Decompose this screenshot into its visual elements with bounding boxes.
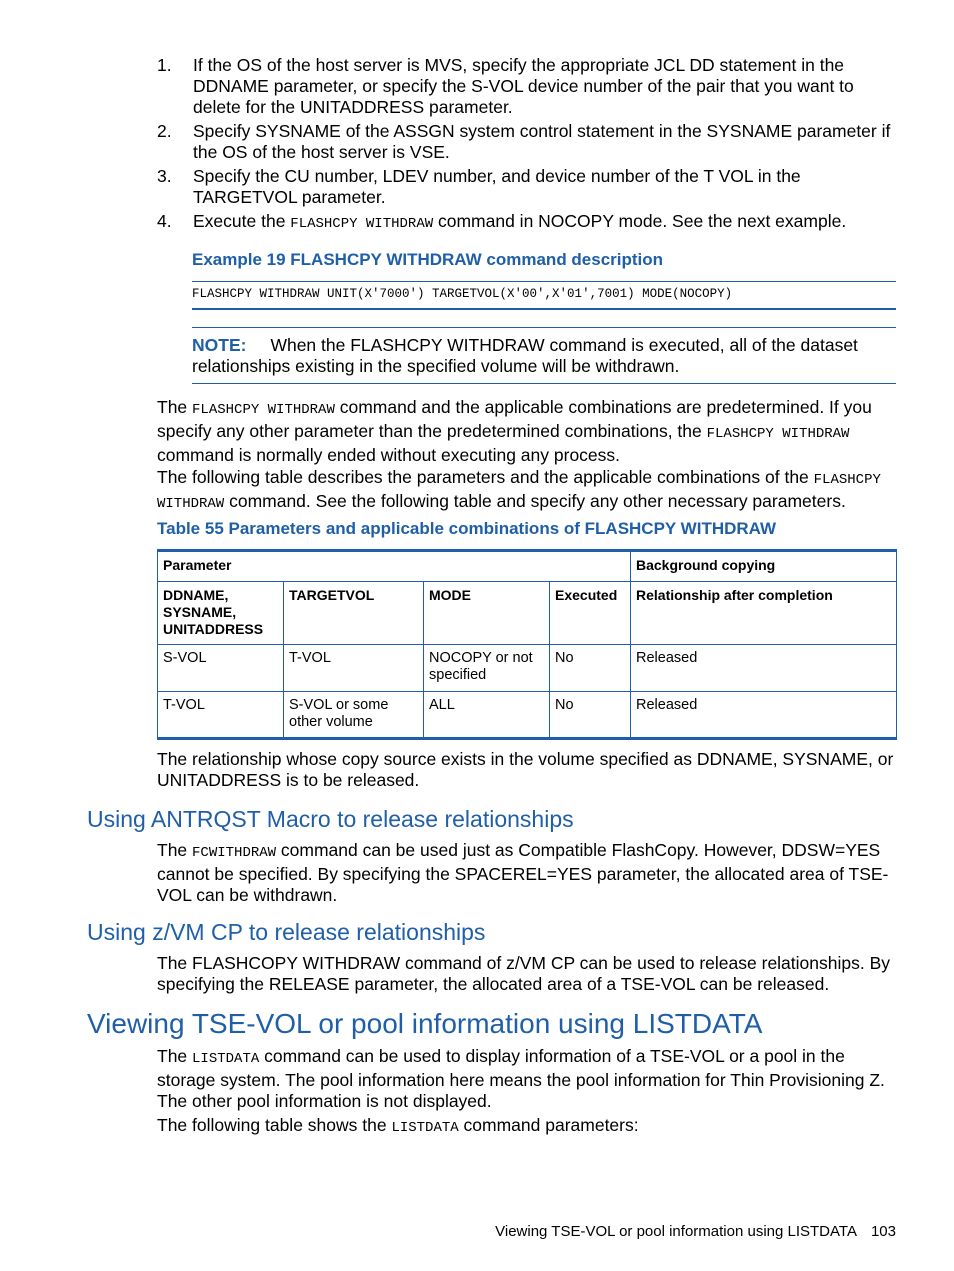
step-number: 2. <box>157 121 172 141</box>
text: command is normally ended without executing any process. <box>157 445 621 465</box>
text: command parameters: <box>458 1115 639 1135</box>
heading-antrqst: Using ANTRQST Macro to release relationships <box>87 806 574 832</box>
paragraph-listdata-params <box>157 1115 902 1139</box>
example-code: FLASHCPY WITHDRAW UNIT(X'7000') TARGETVOL(X'00',X'01',7001) MODE(NOCOPY) <box>192 287 733 301</box>
paragraph-predetermined <box>157 397 902 466</box>
example-title: Example 19 FLASHCPY WITHDRAW command description <box>192 250 664 269</box>
step-text-pre: Execute the <box>193 211 291 231</box>
table-cell: S-VOL <box>158 645 284 692</box>
inline-code: FLASHCPY WITHDRAW <box>192 402 335 418</box>
text: command can be used to display information of a TSE-VOL or a pool in the storage system. The pool information here means the pool information for Thin Provisioning Z. The other pool information is not displayed. <box>157 1046 885 1111</box>
paragraph-antrqst <box>157 840 902 906</box>
inline-code: FLASHCPY WITHDRAW <box>290 216 434 232</box>
note-label: NOTE: <box>192 335 247 355</box>
table-cell: T-VOL <box>284 645 424 692</box>
page-footer <box>495 1223 896 1240</box>
inline-code: FCWITHDRAW <box>192 845 277 861</box>
step-text: Specify the CU number, LDEV number, and device number of the T VOL in the TARGETVOL parameter. <box>193 166 801 207</box>
heading-zvm: Using z/VM CP to release relationships <box>87 919 486 945</box>
table-cell: S-VOL or some other volume <box>284 692 424 739</box>
header-background-copying: Background copying <box>631 551 897 582</box>
step-number: 4. <box>157 211 172 231</box>
step-text: If the OS of the host server is MVS, specify the appropriate JCL DD statement in the DDNAME parameter, or specify the S-VOL device number of the pair that you want to delete for the UNITADDRESS parameter. <box>193 55 854 117</box>
table-group-header-row <box>158 551 897 582</box>
table-cell: No <box>550 645 631 692</box>
text: command can be used just as Compatible FlashCopy. However, DDSW=YES cannot be specified. By specifying the SPACEREL=YES parameter, the allocated area of TSE-VOL can be withdrawn. <box>157 840 889 905</box>
column-header: MODE <box>424 582 550 645</box>
step-number: 1. <box>157 55 172 75</box>
step-number: 3. <box>157 166 172 186</box>
text: The following table shows the <box>157 1115 392 1135</box>
table-title: Table 55 Parameters and applicable combinations of FLASHCPY WITHDRAW <box>157 519 777 538</box>
paragraph-relationship: The relationship whose copy source exists in the volume specified as DDNAME, SYSNAME, or UNITADDRESS is to be released. <box>157 749 894 790</box>
step-item <box>157 55 902 118</box>
step-item <box>157 211 902 235</box>
table-cell: Released <box>631 645 897 692</box>
table-cell: NOCOPY or not specified <box>424 645 550 692</box>
column-header: TARGETVOL <box>284 582 424 645</box>
inline-code: LISTDATA <box>391 1120 459 1136</box>
paragraph-zvm: The FLASHCOPY WITHDRAW command of z/VM CP can be used to release relationships. By specifying the RELEASE parameter, the allocated area of a TSE-VOL can be released. <box>157 953 891 994</box>
paragraph-table-intro <box>157 467 902 515</box>
inline-code: FLASHCPY WITHDRAW <box>157 472 881 512</box>
parameters-table <box>157 549 897 740</box>
column-header: Relationship after completion <box>631 582 897 645</box>
table-cell: No <box>550 692 631 739</box>
text: The <box>157 1046 193 1066</box>
text: The <box>157 397 193 417</box>
text: command. See the following table and specify any other necessary parameters. <box>224 491 846 511</box>
column-header: DDNAME, SYSNAME, UNITADDRESS <box>158 582 284 645</box>
header-parameter: Parameter <box>158 551 631 582</box>
footer-title: Viewing TSE-VOL or pool information using LISTDATA <box>495 1223 857 1240</box>
heading-listdata: Viewing TSE-VOL or pool information using LISTDATA <box>87 1008 763 1039</box>
text: The <box>157 840 193 860</box>
table-cell: T-VOL <box>158 692 284 739</box>
step-item <box>157 166 902 208</box>
procedure-steps <box>157 55 902 238</box>
step-text-post: command in NOCOPY mode. See the next example. <box>433 211 847 231</box>
table-row <box>158 645 897 692</box>
table-cell: Released <box>631 692 897 739</box>
paragraph-listdata <box>157 1046 902 1112</box>
note-text: When the FLASHCPY WITHDRAW command is executed, all of the dataset relationships existing in the specified volume will be withdrawn. <box>192 335 858 376</box>
page-number: 103 <box>870 1223 896 1240</box>
step-text: Specify SYSNAME of the ASSGN system control statement in the SYSNAME parameter if the OS of the host server is VSE. <box>193 121 891 162</box>
step-item <box>157 121 902 163</box>
table-column-header-row <box>158 582 897 645</box>
text: command and the applicable combinations are predetermined. If you specify any other parameter than the predetermined combinations, the <box>157 397 872 441</box>
example-code-block <box>192 281 896 310</box>
column-header: Executed <box>550 582 631 645</box>
note-box <box>192 327 896 384</box>
inline-code: LISTDATA <box>192 1051 260 1067</box>
table-row <box>158 692 897 739</box>
inline-code: FLASHCPY WITHDRAW <box>706 426 850 442</box>
table-cell: ALL <box>424 692 550 739</box>
text: The following table describes the parameters and the applicable combinations of the <box>157 467 814 487</box>
